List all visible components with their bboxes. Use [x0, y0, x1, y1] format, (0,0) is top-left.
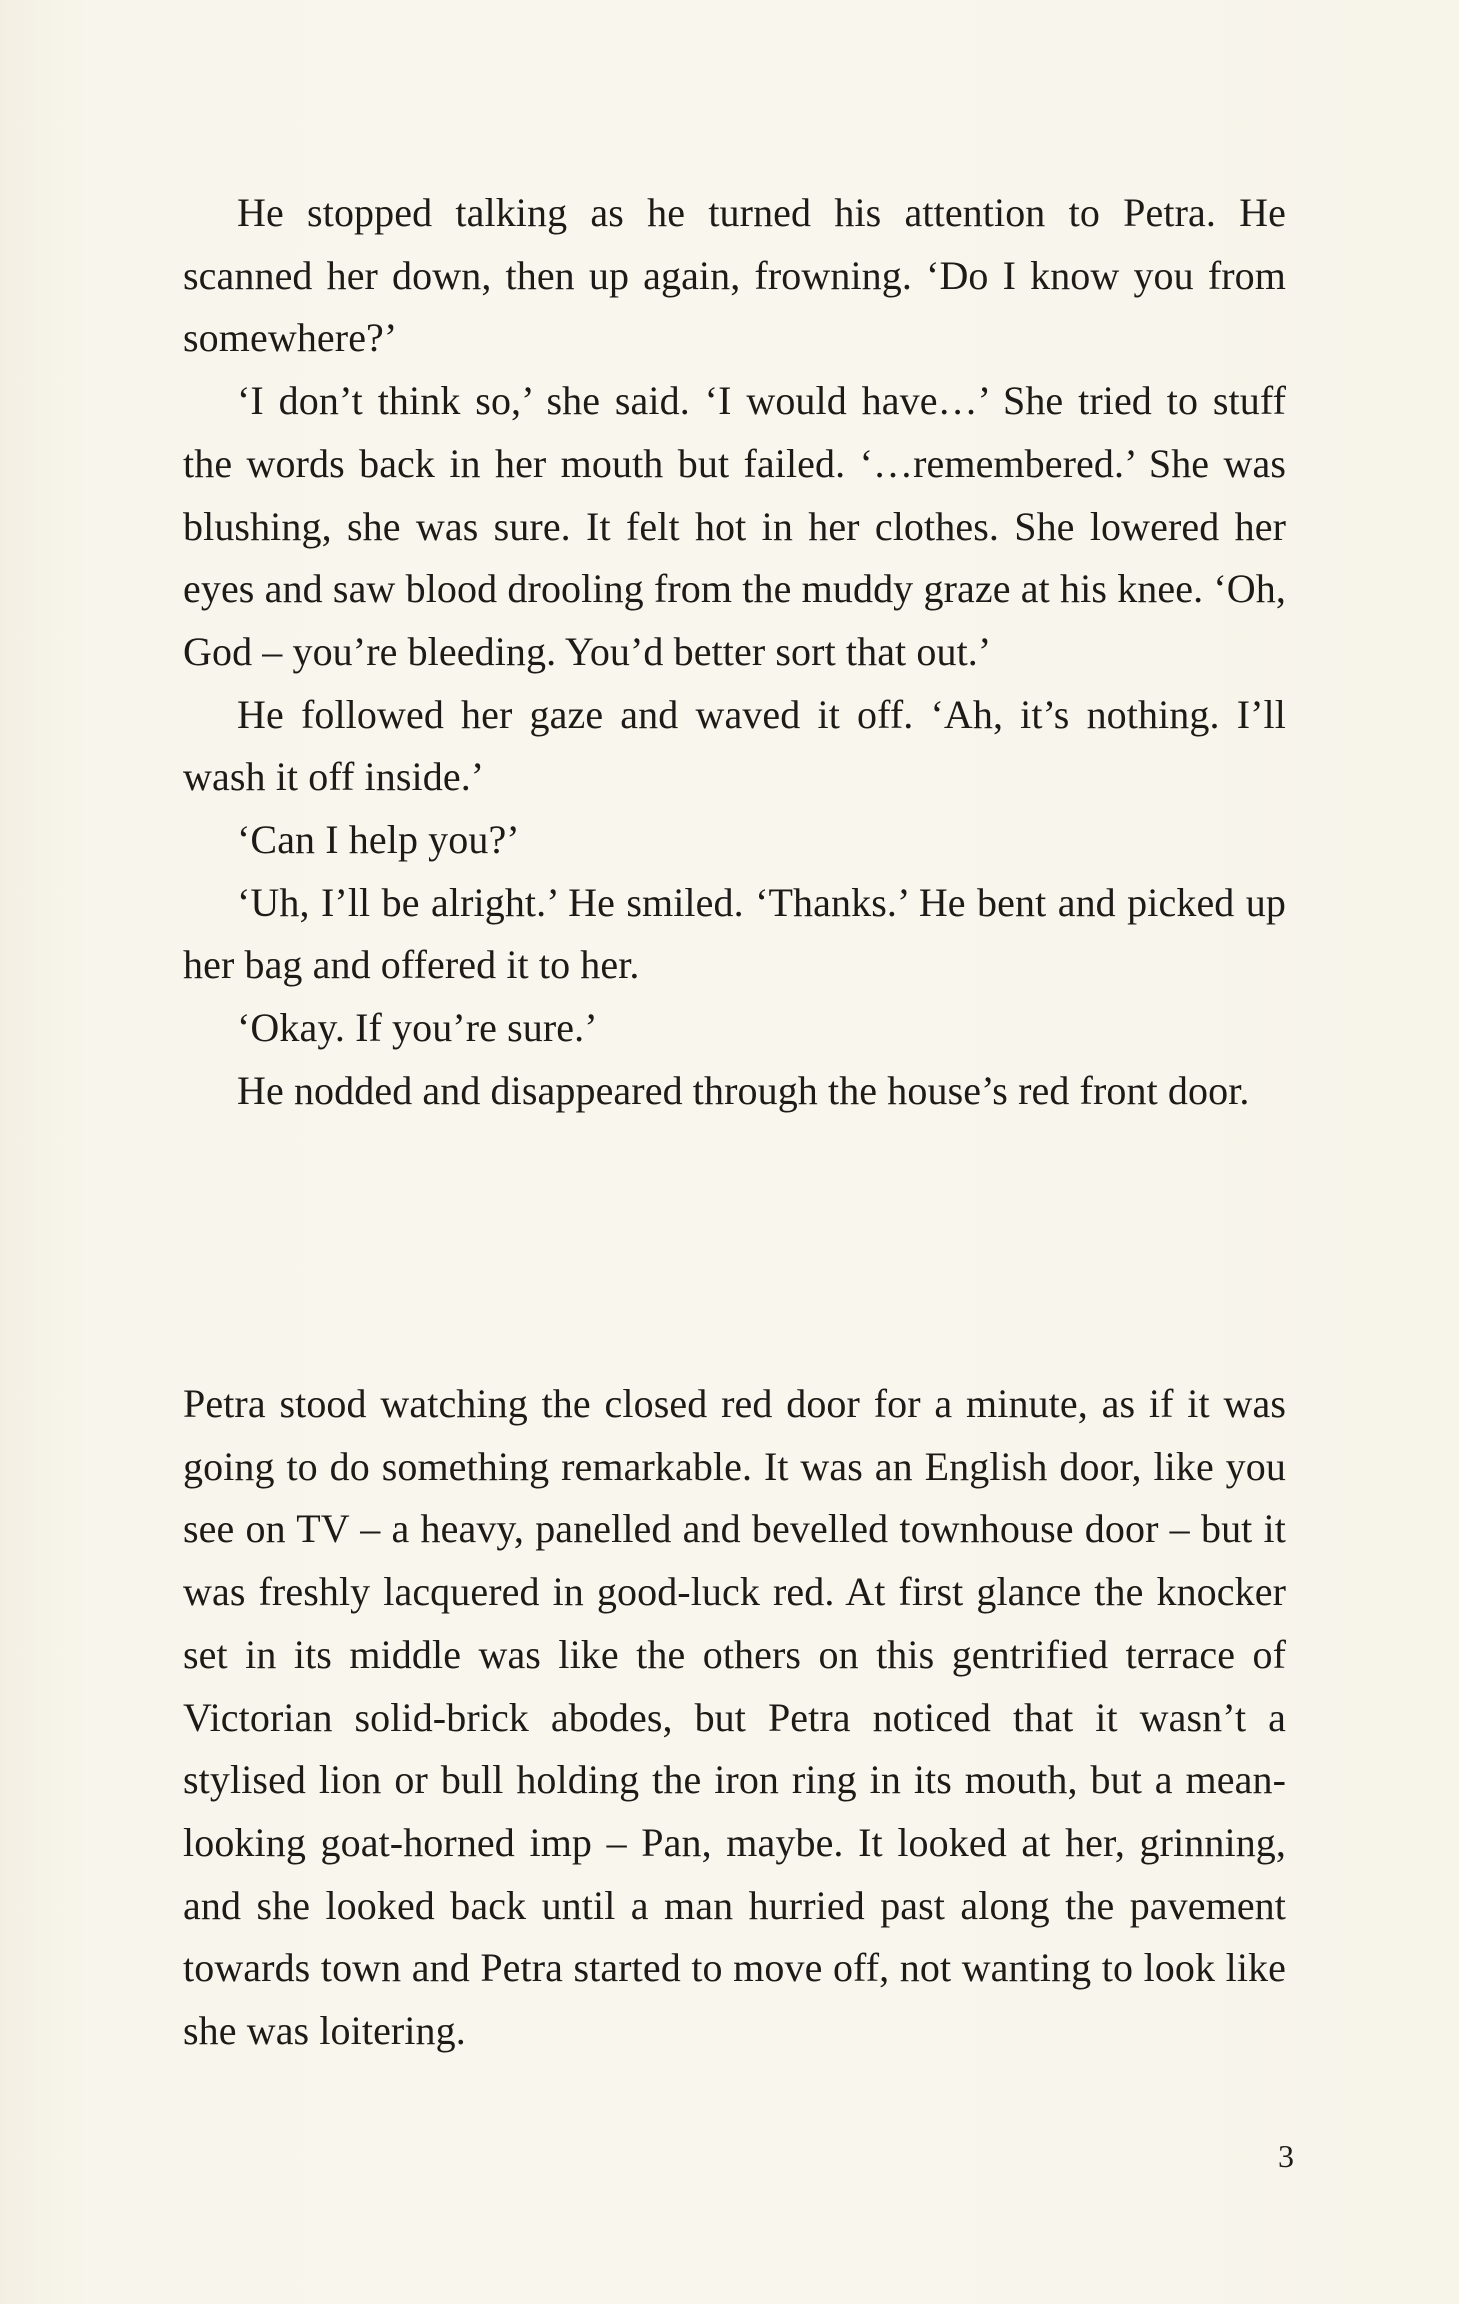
paragraph: ‘Can I help you?’ [237, 817, 520, 863]
paragraph: He followed her gaze and waved it off. ‘Ah, it’s nothing. I’ll wash it off inside.’ [183, 691, 1286, 800]
paragraph: ‘I don’t think so,’ she said. ‘I would have…’ She tried to stuff the words back in her mouth but failed. ‘…remembered.’ She was blushing, she was sure. It felt hot in her clothes. She lowered her eyes and saw blood drooling from the muddy graze at his knee. ‘Oh, God – you’re bleeding. You’d better sort that out.’ [183, 378, 1286, 674]
text-section-dialogue [183, 182, 1286, 1123]
paragraph: He nodded and disappeared through the house’s red front door. [237, 1067, 1250, 1113]
text-section-narrative [183, 1373, 1286, 2063]
paragraph: He stopped talking as he turned his attention to Petra. He scanned her down, then up again, frowning. ‘Do I know you from somewhere?’ [183, 190, 1286, 361]
page-number: 3 [1278, 2138, 1294, 2174]
paragraph: ‘Uh, I’ll be alright.’ He smiled. ‘Thanks.’ He bent and picked up her bag and offered it to her. [183, 879, 1286, 988]
paragraph: ‘Okay. If you’re sure.’ [237, 1005, 598, 1051]
paragraph: Petra stood watching the closed red door for a minute, as if it was going to do something remarkable. It was an English door, like you see on TV – a heavy, panelled and bevelled townhouse door – but it was freshly lacquered in good-luck red. At first glance the knocker set in its middle was like the others on this gentrified terrace of Victorian solid-brick abodes, but Petra noticed that it wasn’t a stylised lion or bull holding the iron ring in its mouth, but a mean-looking goat-horned imp – Pan, maybe. It looked at her, grinning, and she looked back until a man hurried past along the pavement towards town and Petra started to move off, not wanting to look like she was loitering. [183, 1381, 1286, 2054]
